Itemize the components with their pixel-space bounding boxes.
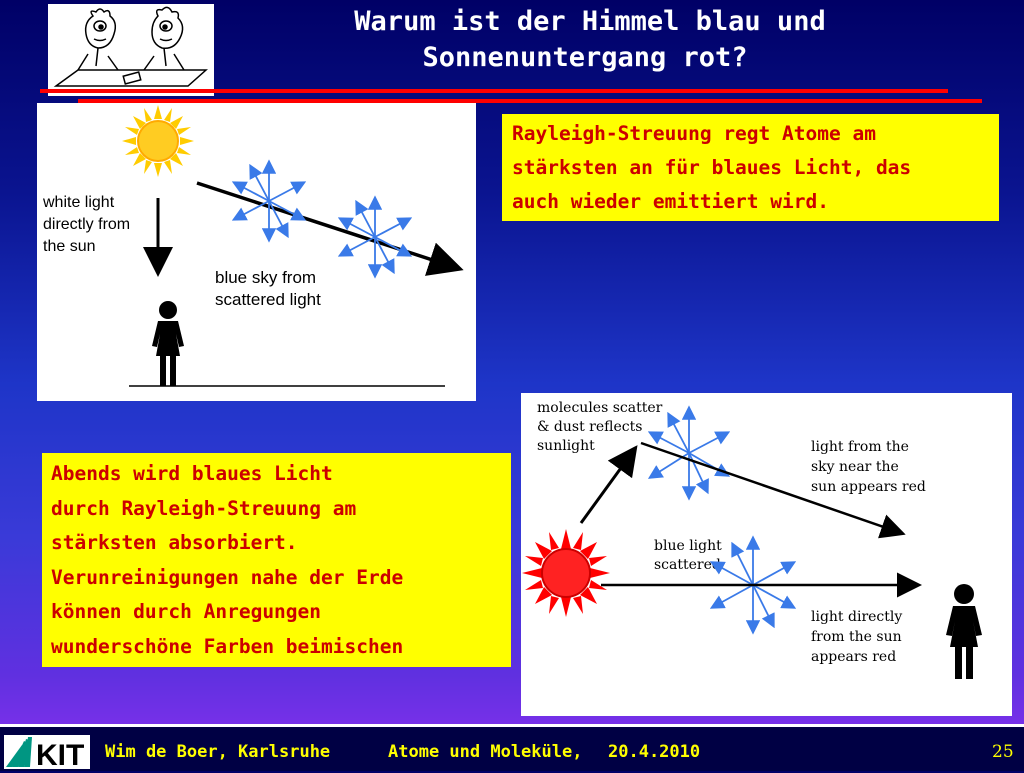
evening-line-5: können durch Anregungen: [51, 600, 322, 623]
svg-text:white light directly fro: [42, 194, 135, 255]
page-title: [230, 4, 950, 76]
kit-logo: [4, 735, 90, 769]
person-icon: [152, 301, 184, 386]
scattered-path-arrow: [197, 183, 457, 268]
footer-course: Atome und Moleküle,: [388, 742, 583, 762]
reflect-arrow: [581, 450, 634, 523]
blue-scattered-label-1: blue light: [654, 538, 722, 554]
evening-line-2: durch Rayleigh-Streuung am: [51, 496, 357, 520]
blue-sky-label-1: blue sky from: [215, 268, 317, 287]
svg-text:light from the sky near: [811, 439, 926, 495]
svg-text:blue sky from scattered: [215, 268, 321, 309]
blue-sky-label-2: scattered light: [215, 290, 321, 309]
evening-line-3: stärksten absorbiert.: [51, 531, 298, 554]
evening-info-box: [42, 453, 511, 667]
sunset-diagram: [521, 393, 1012, 716]
title-line-1: Warum ist der Himmel blau und: [354, 6, 826, 37]
evening-line-4: Verunreinigungen nahe der Erde: [51, 565, 404, 589]
white-light-label-2: directly from: [43, 216, 131, 233]
direct-red-label-2: from the sun: [811, 629, 902, 645]
footer-author: Wim de Boer, Karlsruhe: [105, 742, 331, 762]
scatter-star-icon: [651, 409, 727, 497]
person-icon: [946, 584, 982, 679]
rayleigh-line-1: Rayleigh-Streuung regt Atome am: [512, 122, 876, 145]
direct-red-label-1: light directly: [811, 609, 903, 625]
title-rule-top: [40, 89, 948, 93]
red-sun-icon: [522, 529, 610, 617]
footer-date: 20.4.2010: [608, 742, 701, 762]
sun-icon: [122, 105, 194, 177]
title-line-2: Sonnenuntergang rot?: [422, 42, 748, 73]
svg-text:light directly from the: [811, 609, 907, 665]
blue-scattered-label-2: scattered: [654, 557, 721, 573]
footer-bar: [0, 724, 1024, 771]
molecules-label-2: & dust reflects: [537, 419, 643, 435]
blue-sky-diagram: [37, 103, 476, 401]
rayleigh-line-3: auch wieder emittiert wird.: [512, 190, 829, 213]
svg-text:blue light scattered: [654, 538, 726, 573]
cartoon-figures-icon: [48, 4, 214, 96]
rayleigh-info-box: [502, 114, 999, 221]
kit-logo-icon: [4, 735, 90, 769]
sky-red-label-2: sky near the: [811, 459, 899, 475]
evening-line-6: wunderschöne Farben beimischen: [51, 634, 404, 658]
sky-red-label-1: light from the: [811, 439, 909, 455]
kit-logo-text: KIT: [36, 739, 85, 769]
scatter-star-icon: [341, 199, 409, 275]
sky-red-label-3: sun appears red: [811, 479, 926, 495]
evening-line-1: Abends wird blaues Licht: [51, 462, 333, 485]
cartoon-logo: [48, 4, 214, 96]
scatter-star-icon: [235, 163, 303, 239]
white-light-label-3: the sun: [43, 238, 96, 255]
rayleigh-line-2: stärksten an für blaues Licht, das: [512, 156, 912, 179]
direct-red-label-3: appears red: [811, 649, 897, 665]
page-number: 25: [992, 742, 1014, 762]
molecules-label-1: molecules scatter: [537, 400, 663, 416]
molecules-label-3: sunlight: [537, 438, 595, 454]
white-light-label-1: white light: [43, 194, 115, 211]
